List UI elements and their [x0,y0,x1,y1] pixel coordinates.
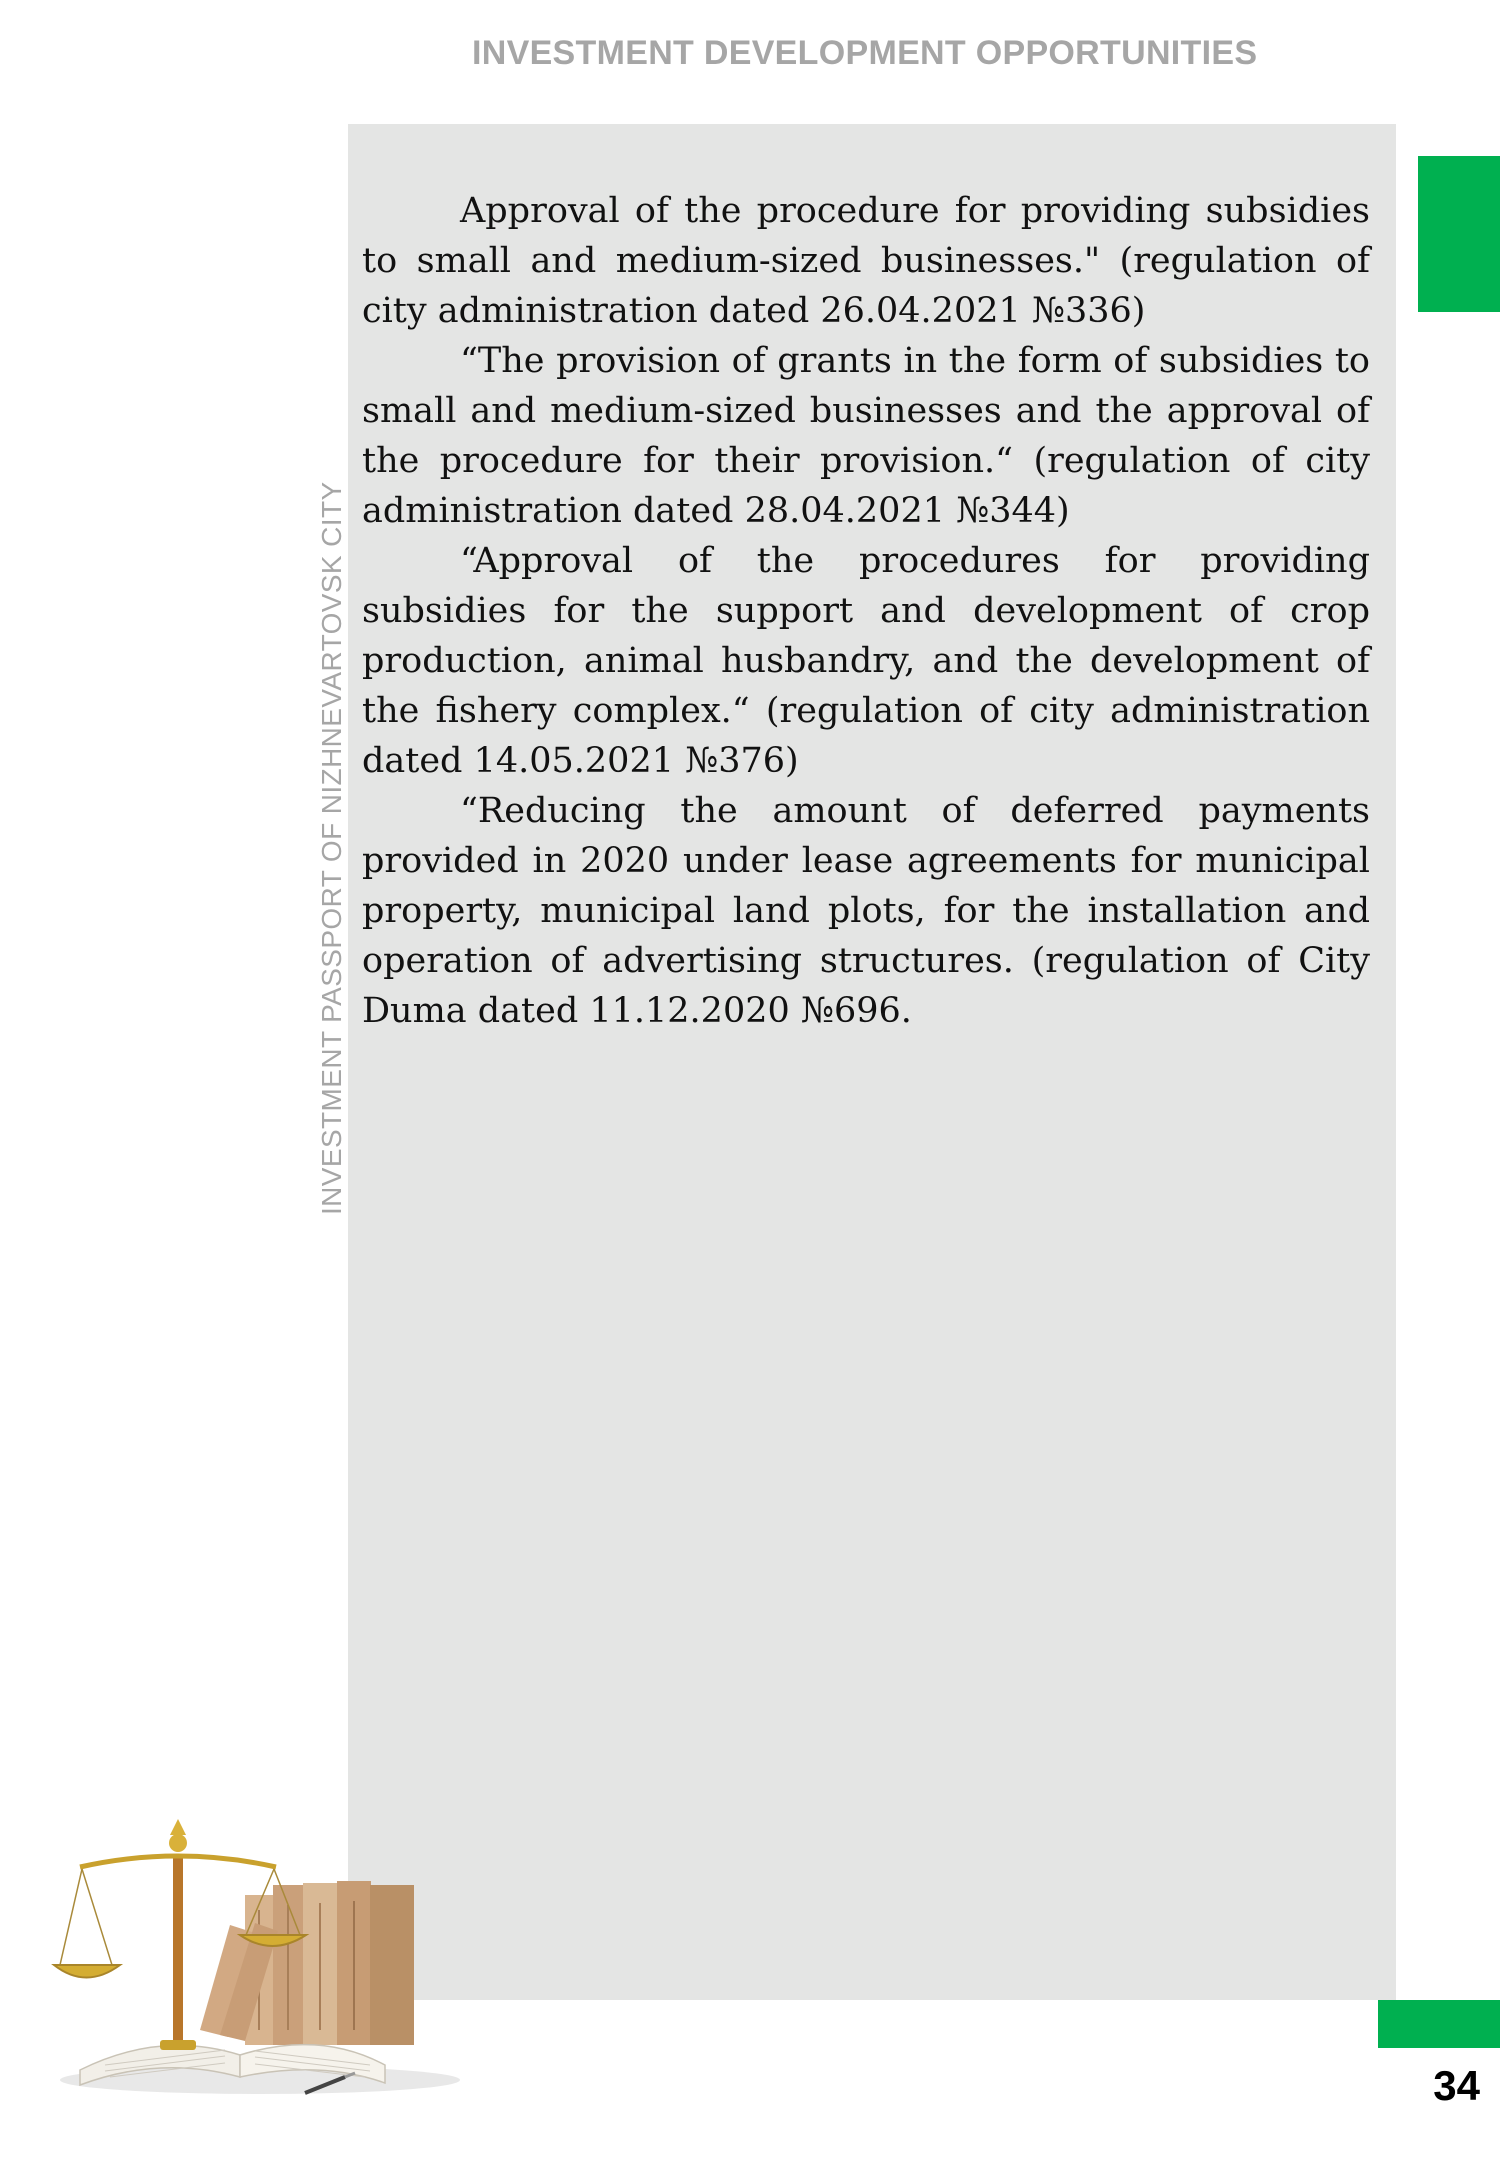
paragraph: “Reducing the amount of deferred payments provided in 2020 under lease agreements for municipal property, municipal land plots, for the installation and operation of advertising structures. (regulation of City Duma dated 11.12.2020 №696. [362,791,1370,1031]
page-number: 34 [1433,2062,1480,2109]
paragraph: Approval of the procedure for providing subsidies to small and medium-sized businesses." (regulation of city administration dated 26.04.2021 №336) [362,191,1370,331]
side-caption: INVESTMENT PASSPORT OF NIZHNEVARTOVSK CITY [316,481,347,1215]
scales-and-books-icon [50,1815,490,2100]
section-tab-marker [1418,156,1500,312]
body-text [362,186,1370,1036]
paragraph: “Approval of the procedures for providing subsidies for the support and development of crop production, animal husbandry, and the development of the fishery complex.“ (regulation of city administration dated 14.05.2021 №376) [362,541,1370,781]
footer-tab-marker [1378,2000,1500,2048]
page-header-title: INVESTMENT DEVELOPMENT OPPORTUNITIES [472,34,1258,72]
paragraph: “The provision of grants in the form of subsidies to small and medium-sized businesses and the approval of the procedure for their provision.“ (regulation of city administration dated 28.04.2021 №344) [362,341,1370,531]
books-icon [200,1881,414,2045]
